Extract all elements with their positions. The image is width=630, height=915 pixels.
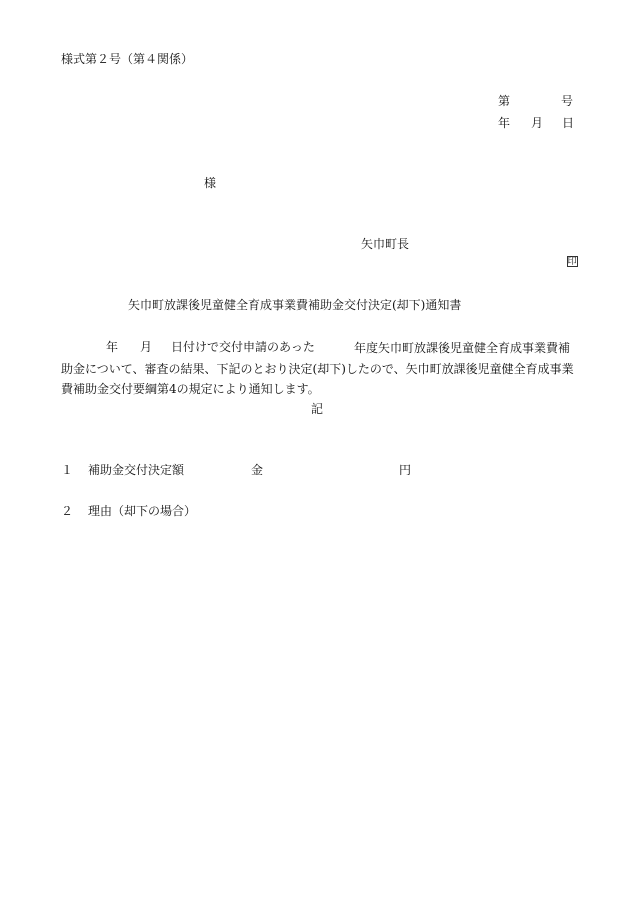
item-1-amount-prefix: 金 — [251, 463, 264, 477]
seal-mark — [559, 238, 578, 268]
sender-title: 矢巾町長 — [361, 237, 410, 251]
document-title: 矢巾町放課後児童健全育成事業費補助金交付決定(却下)通知書 — [128, 298, 462, 312]
body-paragraph: 年度矢巾町放課後児童健全育成事業費補助金について、審査の結果、下記のとおり決定(却下)したので、矢巾町放課後児童健全育成事業費補助金交付要綱第4の規定により通知します。 — [61, 341, 574, 396]
ki-heading: 記 — [311, 402, 324, 416]
item-2-number: ２ — [61, 504, 74, 518]
date-month: 月 — [531, 116, 544, 130]
item-2-label: 理由（却下の場合） — [88, 504, 197, 518]
item-1-amount-suffix: 円 — [399, 463, 412, 477]
recipient-suffix: 様 — [204, 176, 217, 190]
form-label: 様式第２号（第４関係） — [61, 52, 194, 66]
body-text-date: 日付けで交付申請のあった — [171, 340, 315, 354]
date-day: 日 — [562, 116, 575, 130]
body-month: 月 — [140, 340, 153, 354]
seal-icon: 印 — [567, 257, 577, 267]
doc-number-prefix: 第 — [498, 94, 511, 108]
date-year: 年 — [498, 116, 511, 130]
body-year: 年 — [106, 340, 119, 354]
doc-number-suffix: 号 — [561, 94, 574, 108]
item-1-number: １ — [61, 463, 74, 477]
item-1-label: 補助金交付決定額 — [88, 463, 185, 477]
